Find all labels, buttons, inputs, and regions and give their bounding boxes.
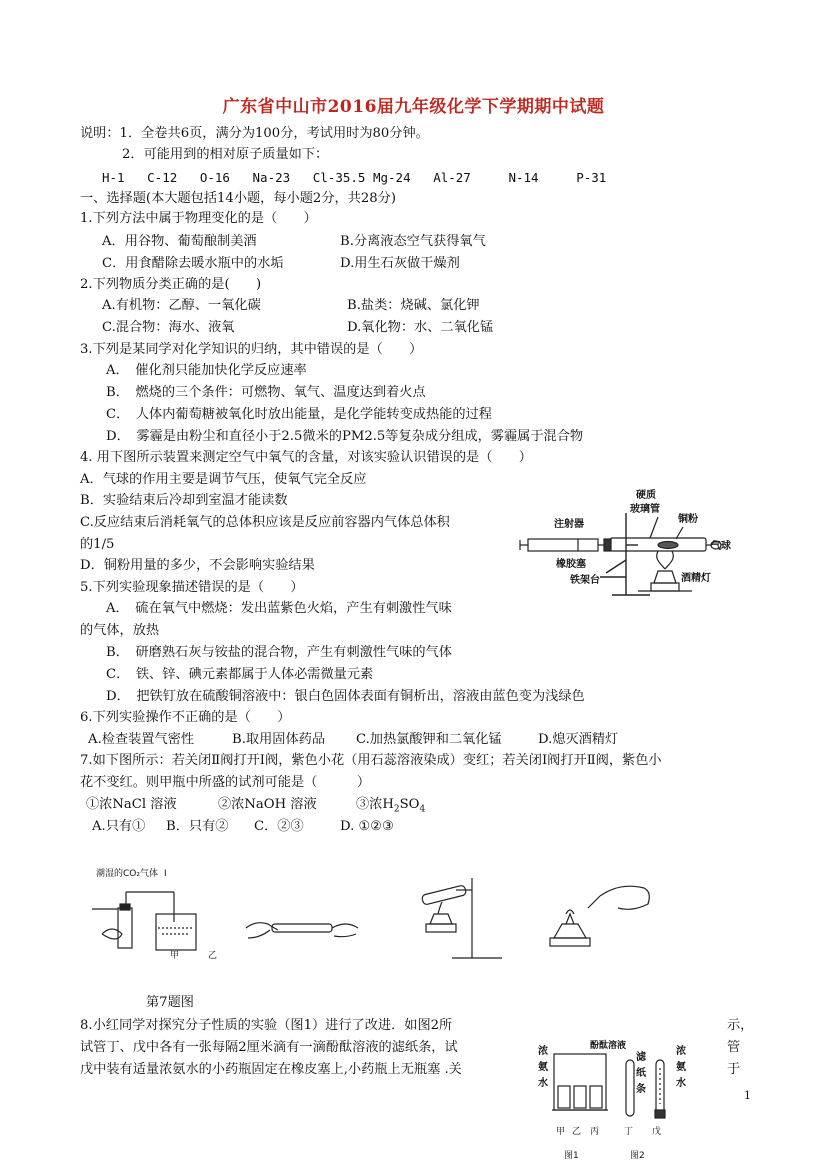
q6-option-d-figure [540, 880, 660, 955]
q7-reagent-3 [356, 796, 425, 814]
q2-option-b: B.盐类：烧碱、氯化钾 [347, 298, 480, 313]
q4-option-c-cont: 的1/5 [80, 537, 115, 552]
mass-o: O-16 [199, 170, 230, 185]
beakers-shape [552, 1054, 608, 1110]
q3-option-c: C． 人体内葡萄糖被氧化时放出能量，是化学能转变成热能的过程 [106, 407, 492, 422]
q4-option-b: B．实验结束后冷却到室温才能读数 [80, 493, 288, 508]
page-title: 广东省中山市2016届九年级化学下学期期中试题 [222, 97, 605, 117]
label-copper: 铜粉 [678, 514, 698, 525]
q1-stem: 1.下列方法中属于物理变化的是（ ） [80, 211, 317, 226]
q5-option-b: B． 研磨熟石灰与铵盐的混合物，产生有刺激性气味的气体 [106, 645, 452, 660]
label-ammonia-1a: 浓 [538, 1046, 548, 1057]
label-syringe: 注射器 [554, 519, 584, 530]
q6-option-d: D.熄灭酒精灯 [538, 732, 619, 747]
q6-option-c-figure [402, 868, 512, 963]
label-jia: 甲 [170, 951, 180, 961]
q3-option-b: B． 燃烧的三个条件：可燃物、氧气、温度达到着火点 [106, 385, 426, 400]
label-paper-c: 条 [636, 1084, 646, 1095]
q5-option-a-cont: 的气体，放热 [80, 623, 160, 638]
q7-reagent-3-text: ③浓H [356, 797, 394, 812]
q2-option-d: D.氧化物：水、二氧化锰 [347, 320, 494, 335]
q1-option-b: B.分离液态空气获得氧气 [340, 234, 486, 249]
q7-apparatus-figure [92, 864, 232, 959]
label-ammonia-1b: 氨 [538, 1062, 548, 1073]
label-co2: 潮湿的CO₂气体 [96, 869, 158, 879]
q3-option-d: D． 雾霾是由粉尘和直径小于2.5微米的PM2.5等复杂成分组成，雾霾属于混合物 [106, 429, 584, 444]
q4-option-c: C.反应结束后消耗氧气的总体积应该是反应前容器内气体总体积 [80, 515, 450, 530]
mass-na: Na-23 [252, 170, 291, 185]
atomic-masses [102, 169, 606, 187]
q7-option-b: B．只有② [166, 819, 229, 834]
label-ammonia-2a: 浓 [676, 1046, 686, 1057]
q7-reagent-3-sub2: 4 [419, 804, 426, 815]
q7-option-a: A.只有① [92, 819, 146, 834]
instruction-line-1: 说明：1．全卷共6页，满分为100分，考试用时为80分钟。 [80, 126, 429, 141]
q5-stem: 5.下列实验现象描述错误的是（ ） [80, 580, 304, 595]
label-wu-8: 戊 [652, 1127, 662, 1137]
label-jia-8: 甲 [556, 1127, 566, 1137]
label-yi: 乙 [208, 951, 218, 961]
label-stand: 铁架台 [570, 575, 600, 586]
label-stopper: 橡胶塞 [556, 559, 586, 570]
bottle-jia-shape [92, 892, 174, 948]
q7-option-c: C．②③ [254, 819, 304, 834]
label-ammonia-2b: 氨 [676, 1062, 686, 1073]
label-bing-8: 丙 [590, 1127, 600, 1137]
q2-option-a: A.有机物：乙醇、一氧化碳 [102, 298, 261, 313]
label-fig1: 图1 [564, 1151, 579, 1161]
q8-line-2-end: 管 [727, 1040, 741, 1055]
q8-apparatus-figure [532, 1040, 702, 1165]
q1-option-c: C．用食醋除去暖水瓶中的水垢 [102, 256, 284, 271]
label-valve-1: Ⅰ [164, 869, 167, 879]
q7-figure-caption: 第7题图 [146, 995, 194, 1010]
q1-option-d: D.用生石灰做干燥剂 [340, 256, 460, 271]
q4-option-d: D．铜粉用量的多少，不会影响实验结果 [80, 558, 315, 573]
page-number: 1 [744, 1089, 751, 1102]
q2-stem: 2.下列物质分类正确的是( ) [80, 277, 262, 292]
alcohol-lamp-shape [638, 551, 692, 591]
label-lamp: 酒精灯 [681, 573, 711, 584]
q4-option-a: A．气球的作用主要是调节气压，使氧气完全反应 [80, 472, 367, 487]
label-balloon: 气球 [711, 541, 731, 552]
mass-p: P-31 [576, 170, 607, 185]
q7-reagent-3-mid: SO [399, 797, 420, 812]
label-ammonia-1c: 水 [538, 1078, 548, 1089]
q7-stem-cont: 花不变红。则甲瓶中所盛的试剂可能是（ ） [80, 775, 371, 790]
label-phenol: 酚酞溶液 [590, 1041, 627, 1051]
label-tube-2: 玻璃管 [630, 504, 660, 515]
instruction-line-2: 2．可能用到的相对原子质量如下： [122, 147, 329, 162]
q6-option-b: B.取用固体药品 [232, 732, 326, 747]
label-ding-8: 丁 [624, 1127, 634, 1137]
mass-c: C-12 [147, 170, 178, 185]
label-tube: 硬质 [636, 490, 656, 501]
mass-al: Al-27 [433, 170, 471, 185]
q7-reagent-2: ②浓NaOH 溶液 [218, 797, 317, 812]
label-fig2: 图2 [630, 1151, 645, 1161]
label-ammonia-2c: 水 [676, 1078, 686, 1089]
q8-line-1: 8.小红同学对探究分子性质的实验（图1）进行了改进．如图2所 [80, 1018, 453, 1033]
glass-tube-shape [604, 517, 721, 551]
q7-stem: 7.如下图所示：若关闭Ⅱ阀打开Ⅰ阀，紫色小花（用石蕊溶液染成）变红；若关闭Ⅰ阀打开Ⅱ阀，紫色小 [80, 753, 662, 768]
q2-option-c: C.混合物：海水、液氧 [102, 320, 235, 335]
q7-reagent-1: ①浓NaCl 溶液 [86, 797, 177, 812]
q5-option-c: C． 铁、锌、碘元素都属于人体必需微量元素 [106, 667, 374, 682]
section-heading: 一、选择题(本大题包括14小题，每小题2分，共28分) [80, 191, 396, 206]
label-paper-a: 滤 [636, 1052, 646, 1063]
mass-h: H-1 [102, 170, 125, 185]
beaker-yi-shape [156, 914, 196, 950]
q1-option-a: A．用谷物、葡萄酿制美酒 [102, 234, 257, 249]
q5-option-a: A． 硫在氧气中燃烧：发出蓝紫色火焰，产生有刺激性气味 [106, 601, 452, 616]
q8-line-3-end: 于 [727, 1062, 741, 1077]
q7-option-d: D. ①②③ [340, 819, 394, 834]
mass-cl: Cl-35.5 [312, 170, 366, 185]
q6-option-a: A.检查装置气密性 [88, 732, 195, 747]
q6-stem: 6.下列实验操作不正确的是（ ） [80, 710, 291, 725]
iron-stand-shape [600, 513, 650, 595]
q5-option-d: D． 把铁钉放在硫酸铜溶液中：银白色固体表面有铜析出，溶液由蓝色变为浅绿色 [106, 689, 585, 704]
syringe-shape [520, 539, 610, 551]
q3-stem: 3.下列是某同学对化学知识的归纳，其中错误的是（ ） [80, 342, 423, 357]
q4-apparatus-figure [518, 485, 768, 600]
mass-n: N-14 [508, 170, 539, 185]
label-yi-8: 乙 [572, 1127, 582, 1137]
q8-line-3: 戊中装有适量浓氨水的小药瓶固定在橡皮塞上,小药瓶上无瓶塞 .关 [80, 1062, 462, 1077]
q8-line-2: 试管丁、戊中各有一张每隔2厘米滴有一滴酚酞溶液的滤纸条，试 [80, 1040, 458, 1055]
q7-reagent-3-sub: 2 [393, 804, 400, 815]
q4-stem: 4. 用下图所示装置来测定空气中氧气的含量，对该实验认识错误的是（ ） [80, 450, 532, 465]
q6-option-b-figure [244, 898, 364, 958]
mass-mg: Mg-24 [372, 170, 411, 185]
label-paper-b: 纸 [636, 1068, 646, 1079]
q6-option-c: C.加热氯酸钾和二氧化锰 [356, 732, 502, 747]
q8-line-1-end: 示， [727, 1018, 754, 1033]
q3-option-a: A． 催化剂只能加快化学反应速率 [106, 363, 307, 378]
